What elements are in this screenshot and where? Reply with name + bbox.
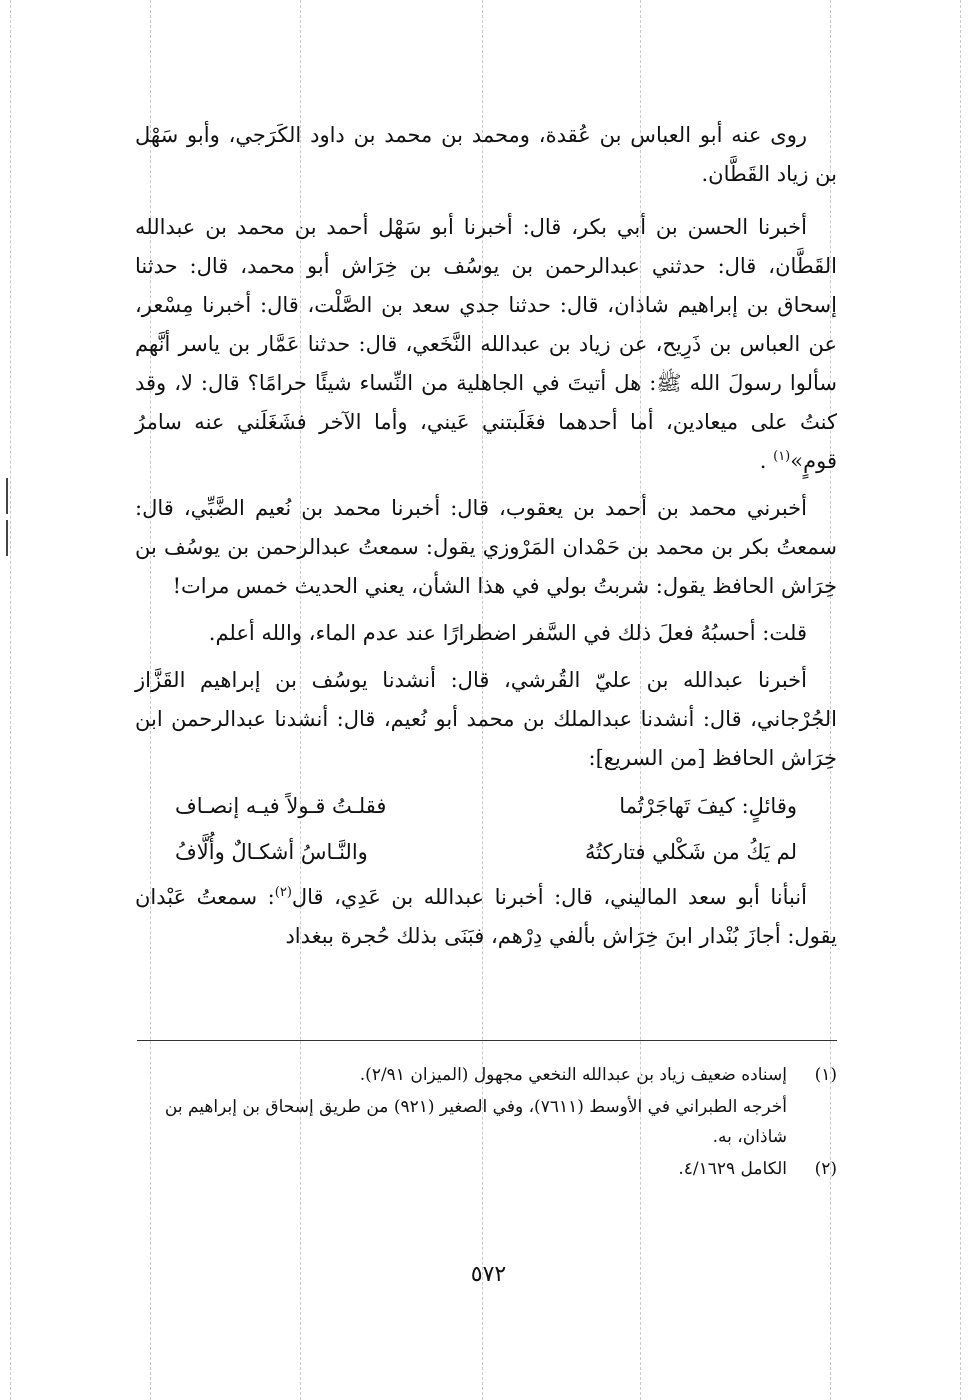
- margin-mark: [6, 520, 8, 556]
- paragraph-6: [135, 878, 837, 956]
- verse-line-2: [175, 832, 797, 872]
- paragraph-6-end: : سمعتُ عَبْدان يقول: أجازَ بُنْدار ابنَ خِرَاش بألفي دِرْهم، فبَنَى بذلك حُجرة ببغداد: [135, 885, 837, 948]
- verse-2-second-hemistich: والنَّـاسُ أشكـالٌ وأُلَّافُ: [175, 840, 368, 864]
- footnote-1-text: إسناده ضعيف زياد بن عبدالله النخعي مجهول (الميزان ٢/٩١).: [359, 1065, 787, 1085]
- footnote-ref-2: (٢): [274, 885, 292, 900]
- footnote-divider: [137, 1040, 837, 1041]
- paragraph-4: قلت: أحسبُهُ فعلَ ذلك في السَّفر اضطرارًا عند عدم الماء، والله أعلم.: [208, 621, 807, 645]
- footnote-1: [135, 1060, 837, 1090]
- footnote-2-text: الكامل ٤/١٦٢٩.: [678, 1159, 787, 1179]
- verse-1-first-hemistich: وقائلٍ: كيفَ تَهاجَرْتُما: [619, 794, 797, 818]
- scan-guide-line: [10, 0, 11, 1400]
- verse-line-1: [175, 786, 797, 826]
- verse-2-first-hemistich: لم يَكُ من شَكْلي فتاركتُهُ: [584, 840, 797, 864]
- verse-1-second-hemistich: فقلـتُ قـولاً فيـه إنصـاف: [175, 794, 387, 818]
- paragraph-3: أخبرني محمد بن أحمد بن يعقوب، قال: أخبرنا محمد بن نُعيم الضَّبِّي، قال: سمعتُ بكر بن محمد بن حَمْدان المَرْوزي يقول: سمعتُ عبدالرحمن بن يوسُف بن خِرَاش الحافظ يقول: شربتُ بولي في هذا الشأن، يعني الحديث خمس مرات!: [135, 496, 837, 598]
- margin-mark: [6, 478, 8, 514]
- footnote-1-number: (١): [814, 1065, 837, 1085]
- main-text: [135, 116, 837, 964]
- paragraph-2-text: أخبرنا الحسن بن أبي بكر، قال: أخبرنا أبو سَهْل أحمد بن محمد بن عبدالله القَطَّان، قال: حدثني عبدالرحمن بن يوسُف بن خِرَاش أبو محمد، قال: حدثنا إسحاق بن إبراهيم شاذان، قال: حدثنا جدي سعد بن الصَّلْت، قال: أخبرنا مِسْعر، عن العباس بن ذَرِيح، عن زياد بن عبدالله النَّخَعي، قال: حدثنا عَمَّار بن ياسر أنَّهم سألوا رسولَ الله ﷺ: هل أتيتَ في الجاهلية من النِّساء شيئًا حرامًا؟ قال: لا، وقد كنتُ على ميعادين، أما أحدهما فغَلَبتني عَيني، وأما الآخر فشَغَلَني عنه سامرُ قومٍ»: [135, 215, 837, 473]
- paragraph-2-end: .: [759, 449, 774, 473]
- scan-guide-line: [960, 0, 961, 1400]
- footnote-1-continuation-text: أخرجه الطبراني في الأوسط (٧٦١١)، وفي الصغير (٩٢١) من طريق إسحاق بن إبراهيم بن شاذان، به.: [164, 1097, 787, 1147]
- footnote-2: [135, 1154, 837, 1184]
- paragraph-2: [135, 208, 837, 481]
- footnote-ref-1: (١): [773, 449, 791, 464]
- paragraph-5: أخبرنا عبدالله بن عليّ القُرشي، قال: أنشدنا يوسُف بن إبراهيم القَزَّاز الجُرْجاني، قال: أنشدنا عبدالملك بن محمد أبو نُعيم، قال: أنشدنا عبدالرحمن ابن خِرَاش الحافظ [من السريع]:: [135, 668, 837, 770]
- paragraph-6-text: أنبأنا أبو سعد الماليني، قال: أخبرنا عبدالله بن عَدِي، قال: [291, 885, 807, 909]
- footnotes: [135, 1060, 837, 1186]
- paragraph-1: روى عنه أبو العباس بن عُقدة، ومحمد بن محمد بن داود الكَرَجي، وأبو سَهْل بن زياد القَطَّان.: [135, 123, 837, 186]
- page-number: ٥٧٢: [470, 1262, 507, 1287]
- footnote-1-continuation: [135, 1092, 837, 1152]
- footnote-2-number: (٢): [814, 1159, 837, 1179]
